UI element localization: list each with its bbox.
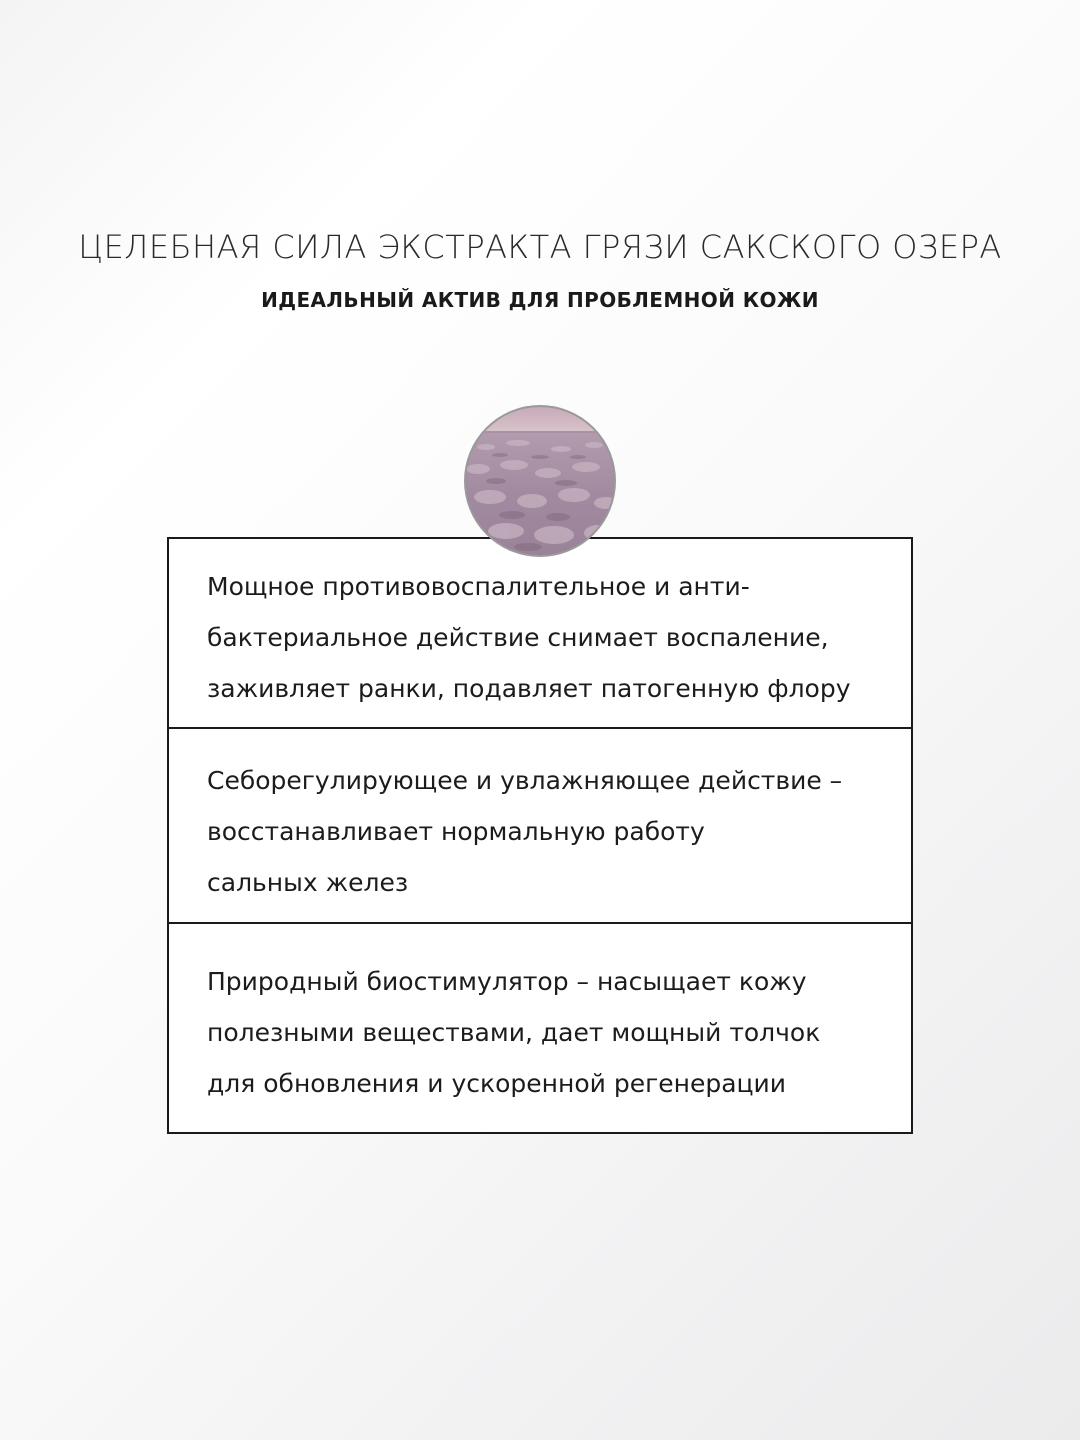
feature-text-line: заживляет ранки, подавляет патогенную флору [207,674,851,703]
features-table [167,537,913,1134]
feature-sebum-regulating [169,729,911,924]
feature-text-line: сальных желез [207,868,409,897]
feature-text-line: Природный биостимулятор – насыщает кожу [207,967,807,996]
feature-text-line: бактериальное действие снимает воспаление, [207,623,829,652]
feature-anti-inflammatory [169,539,911,729]
feature-biostimulator [169,924,911,1132]
salt-lake-photo-icon [464,405,616,557]
feature-text-line: восстанавливает нормальную работу [207,817,705,846]
feature-text-line: Мощное противовоспалительное и анти- [207,572,750,601]
feature-text-line: полезными веществами, дает мощный толчок [207,1018,821,1047]
page-title: ЦЕЛЕБНАЯ СИЛА ЭКСТРАКТА ГРЯЗИ САКСКОГО ОЗЕРА [78,228,1002,266]
feature-text-line: Себорегулирующее и увлажняющее действие – [207,766,843,795]
feature-text-line: для обновления и ускоренной регенерации [207,1069,787,1098]
page-subtitle: ИДЕАЛЬНЫЙ АКТИВ ДЛЯ ПРОБЛЕМНОЙ КОЖИ [261,288,819,312]
